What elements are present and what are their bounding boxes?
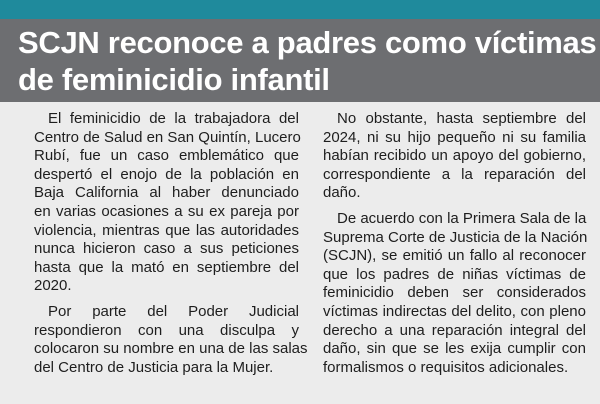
- text-line: habían recibido un apoyo del gobierno,: [323, 147, 586, 165]
- text-line: Baja California al haber denunciado: [34, 184, 299, 202]
- text-line: Rubí, fue un caso emblemático que: [34, 147, 299, 165]
- text-line: De acuerdo con la Primera Sala de la: [337, 209, 587, 227]
- text-line: No obstante, hasta septiembre del: [337, 110, 586, 127]
- text-line: violencia, mientras que las autoridades: [34, 221, 299, 239]
- text-line: (SCJN), se emitió un fallo al reconocer: [323, 247, 586, 265]
- text-line: despertó el enojo de la población en: [34, 165, 299, 183]
- text-line: daño, sin que se les exija cumplir con: [323, 340, 586, 358]
- article-column-right: [309, 110, 586, 384]
- text-line: Por parte del Poder Judicial: [48, 302, 299, 320]
- text-line: hasta que la mató en septiembre del: [34, 258, 299, 276]
- text-line: que los padres de niñas víctimas de: [323, 265, 586, 283]
- text-line: El feminicidio de la trabajadora del: [48, 110, 299, 127]
- text-line: correspondiente a la reparación del: [323, 165, 586, 183]
- text-line: derecho a una reparación integral del: [323, 321, 586, 339]
- text-line: Suprema Corte de Justicia de la Nación: [323, 228, 588, 246]
- top-accent-stripe: [0, 0, 600, 19]
- headline: [18, 24, 596, 98]
- text-line: nunca hicieron caso a sus peticiones: [34, 240, 299, 258]
- text-line: víctimas indirectas del delito, con pleno: [323, 302, 586, 320]
- paragraph-right-1: [309, 110, 586, 203]
- paragraph-right-2: [309, 210, 586, 377]
- text-line: 2020.: [34, 277, 72, 295]
- text-line: respondieron con una disculpa y: [34, 321, 299, 339]
- text-line: en varias ocasiones a su ex pareja por: [34, 202, 299, 220]
- text-line: feminicidio deben ser considerados: [323, 284, 586, 302]
- text-line: del Centro de Justicia para la Mujer.: [34, 358, 274, 376]
- paragraph-left-2: [20, 302, 308, 377]
- headline-line-1: SCJN reconoce a padres como víctimas: [18, 25, 597, 60]
- article-body: [0, 102, 600, 404]
- text-line: formalismos o requisitos adicionales.: [323, 358, 569, 376]
- article-column-left: [20, 110, 308, 384]
- headline-banner: [0, 19, 600, 102]
- text-line: colocaron su nombre en una de las salas: [34, 340, 308, 358]
- text-line: Centro de Salud en San Quintín, Lucero: [34, 128, 301, 146]
- text-line: 2024, ni su hijo pequeño ni su familia: [323, 128, 586, 146]
- headline-line-2: de feminicidio infantil: [18, 62, 330, 97]
- paragraph-left-1: [20, 110, 299, 296]
- text-line: daño.: [323, 184, 361, 202]
